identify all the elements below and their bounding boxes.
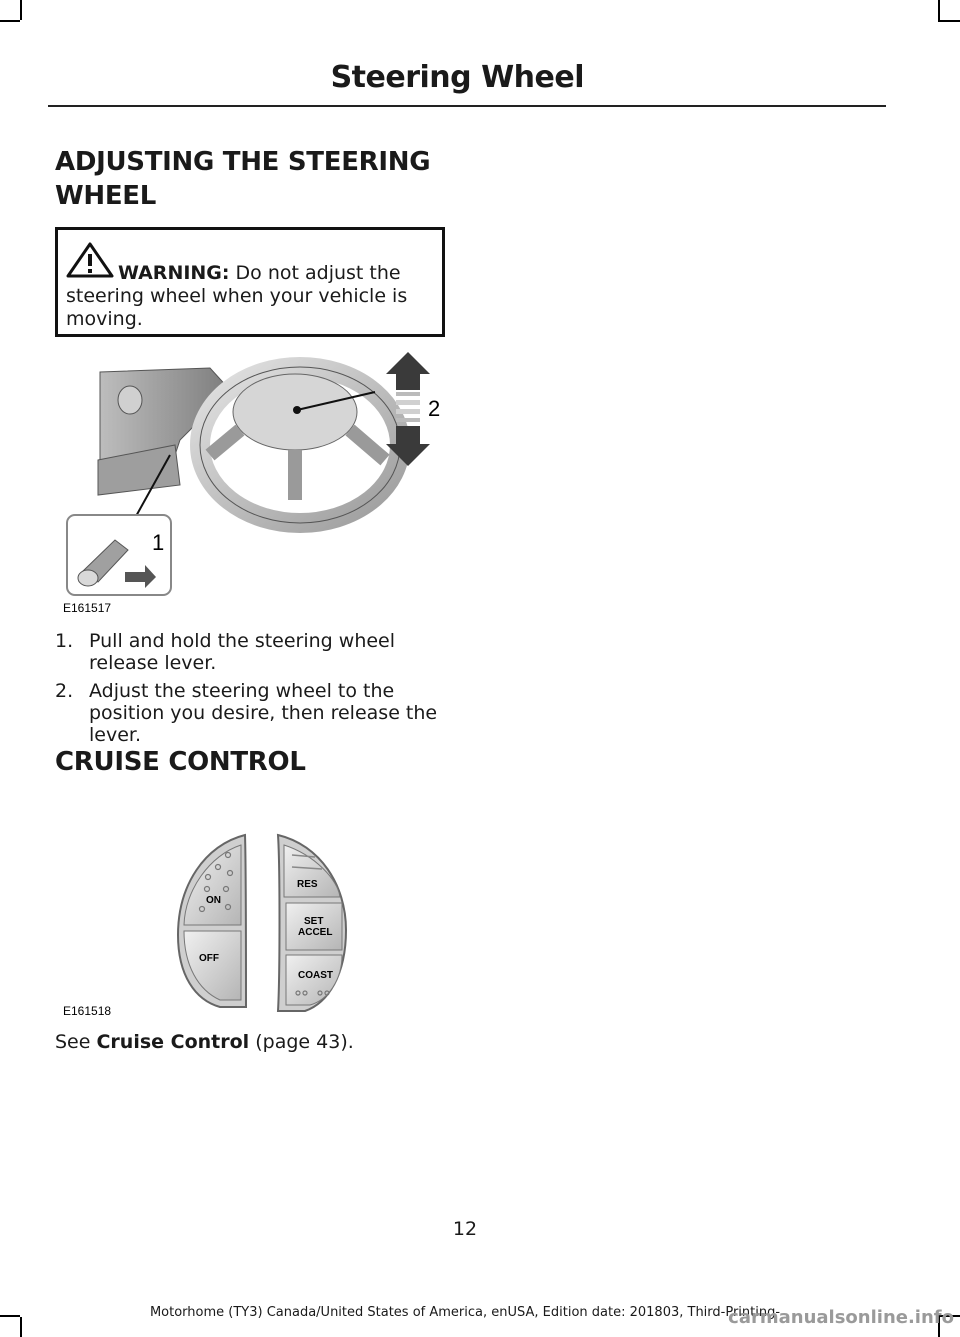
- page-number: 12: [452, 1218, 478, 1240]
- cross-reference: [55, 1031, 354, 1053]
- adjustment-steps: [55, 630, 445, 752]
- off-button-label: OFF: [199, 953, 219, 964]
- crop-mark: [938, 20, 960, 22]
- crop-mark: [20, 0, 22, 20]
- steering-wheel-figure: [60, 350, 450, 618]
- coast-button-label: COAST: [298, 970, 333, 981]
- warning-box: [55, 227, 445, 337]
- crop-mark: [0, 20, 20, 22]
- cruise-control-link[interactable]: Cruise Control: [96, 1031, 250, 1053]
- header-divider: [48, 105, 886, 107]
- figure-code: E161518: [63, 1004, 112, 1018]
- see-suffix: (page 43).: [249, 1031, 354, 1053]
- step-number: 1.: [55, 630, 74, 652]
- on-button-label: ON: [206, 895, 221, 906]
- crop-mark: [938, 0, 940, 20]
- res-button-label: RES: [297, 879, 318, 890]
- step-text: Pull and hold the steering wheel release lever.: [89, 630, 396, 674]
- page-header-title: Steering Wheel: [330, 60, 584, 95]
- heading-line: ADJUSTING THE STEERING: [55, 147, 431, 177]
- cruise-control-figure: [60, 825, 350, 1020]
- section-heading-steering: [55, 145, 430, 213]
- section-heading-cruise: CRUISE CONTROL: [55, 747, 306, 777]
- figure-code: E161517: [63, 601, 112, 615]
- list-item: [55, 630, 445, 674]
- callout-1-label: 1: [152, 530, 165, 555]
- step-text: Adjust the steering wheel to the position you desire, then release the lever.: [89, 680, 438, 746]
- callout-2-label: 2: [428, 396, 441, 421]
- crop-mark: [20, 1317, 22, 1337]
- watermark: carmanualsonline.info: [728, 1307, 954, 1328]
- heading-line: WHEEL: [55, 181, 157, 211]
- warning-message: Do not adjust the steering wheel when your vehicle is moving.: [66, 262, 408, 330]
- see-prefix: See: [55, 1031, 97, 1053]
- list-item: [55, 680, 445, 746]
- footer-text: Motorhome (TY3) Canada/United States of America, enUSA, Edition date: 201803, Third-Printing-: [149, 1305, 781, 1320]
- step-number: 2.: [55, 680, 74, 702]
- accel-button-label: ACCEL: [298, 927, 333, 938]
- set-button-label: SET: [304, 916, 324, 927]
- warning-text: [66, 262, 434, 331]
- warning-label: WARNING:: [118, 262, 230, 284]
